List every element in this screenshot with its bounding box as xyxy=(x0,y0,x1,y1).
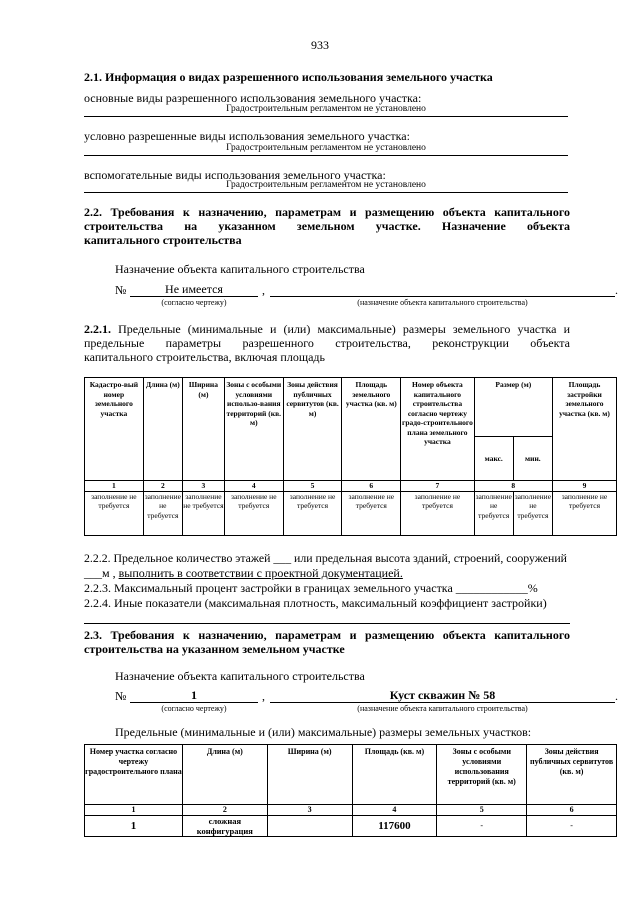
purpose-label-2-3: Назначение объекта капитального строительства xyxy=(115,669,365,683)
section-2-2-1-line-3: капитального строительства, включая площадь xyxy=(84,350,325,364)
plot-number-cell: 1 xyxy=(85,816,183,837)
dot-2-3: . xyxy=(615,689,618,703)
column-number: 8 xyxy=(474,481,552,492)
header-object-number: Номер объекта капитального строительства согласно чертежу градо-строительного плана земельного участка xyxy=(401,378,474,481)
plot-easement-cell: - xyxy=(527,816,617,837)
section-2-2-4: 2.2.4. Иные показатели (максимальная плотность, максимальный коэффициент застройки) xyxy=(84,596,547,610)
header-plot-area: Площадь земельного участка (кв. м) xyxy=(342,378,401,481)
header-cadastral-number: Кадастро-вый номер земельного участка xyxy=(85,378,144,481)
auxiliary-use-value: Градостроительным регламентом не установлено xyxy=(226,180,426,190)
header-area: Площадь (кв. м) xyxy=(352,745,437,805)
column-number: 5 xyxy=(283,481,342,492)
section-2-2-1-line-1: 2.2.1. Предельные (минимальные и (или) максимальные) размеры земельного участка и xyxy=(84,322,570,336)
main-use-line xyxy=(84,116,568,117)
section-2-3-heading-line-2: строительства на указанном земельном участке xyxy=(84,642,345,656)
table-cell: заполнение не требуется xyxy=(342,491,401,535)
plot-width-cell xyxy=(267,816,352,837)
caption-right-2-3: (назначение объекта капитального строительства) xyxy=(357,704,528,713)
column-number: 9 xyxy=(552,481,616,492)
caption-left-2-2: (согласно чертежу) xyxy=(161,298,227,307)
column-number: 4 xyxy=(224,481,283,492)
column-number: 4 xyxy=(352,805,437,816)
comma-2-3: , xyxy=(262,689,265,703)
section-2-2-4-line xyxy=(84,623,570,624)
column-number: 2 xyxy=(182,805,267,816)
section-2-2-1-line-2: предельные параметры разрешенного строительства, реконструкции объекта xyxy=(84,336,570,350)
table-cell: заполнение не требуется xyxy=(85,491,144,535)
plot-length-cell: сложная конфигурация xyxy=(182,816,267,837)
conditional-use-label: условно разрешенные виды использования земельного участка: xyxy=(84,129,410,143)
header-size: Размер (м) xyxy=(474,378,552,437)
caption-right-2-2: (назначение объекта капитального строительства) xyxy=(357,298,528,307)
height-note: выполнить в соответствии с проектной документацией. xyxy=(118,566,403,580)
comma-2-2: , xyxy=(262,283,265,297)
number-sign-2-2: № xyxy=(115,283,127,297)
page-number: 933 xyxy=(311,38,329,52)
plot-special-zones-cell: - xyxy=(437,816,527,837)
column-number: 1 xyxy=(85,481,144,492)
number-sign-2-3: № xyxy=(115,689,127,703)
main-use-value: Градостроительным регламентом не установлено xyxy=(226,104,426,114)
section-2-2-heading-line-3: капитального строительства xyxy=(84,233,242,247)
header-built-area: Площадь застройки земельного участка (кв. м) xyxy=(552,378,616,481)
auxiliary-use-line xyxy=(84,192,568,193)
number-value-2-3: 1 xyxy=(191,688,197,702)
header-size-max: макс. xyxy=(474,437,513,481)
section-2-2-heading-line-1: 2.2. Требования к назначению, параметрам и размещению объекта капитального xyxy=(84,205,570,219)
table-cell: заполнение не требуется xyxy=(513,491,552,535)
dot-2-2: . xyxy=(615,283,618,297)
caption-left-2-3: (согласно чертежу) xyxy=(161,704,227,713)
number-value-2-2: Не имеется xyxy=(165,282,223,296)
purpose-value-2-3: Куст скважин № 58 xyxy=(389,688,496,702)
table-cell: заполнение не требуется xyxy=(283,491,342,535)
column-number: 6 xyxy=(527,805,617,816)
column-number: 5 xyxy=(437,805,527,816)
column-number: 6 xyxy=(342,481,401,492)
table-cell: заполнение не требуется xyxy=(143,491,182,535)
column-number: 3 xyxy=(182,481,224,492)
column-number: 3 xyxy=(267,805,352,816)
header-size-min: мин. xyxy=(513,437,552,481)
table-cell: заполнение не требуется xyxy=(182,491,224,535)
header-length: Длина (м) xyxy=(143,378,182,481)
column-number: 7 xyxy=(401,481,474,492)
header-length: Длина (м) xyxy=(182,745,267,805)
section-2-3-heading-line-1: 2.3. Требования к назначению, параметрам и размещению объекта капитального xyxy=(84,628,570,642)
table-cell: заполнение не требуется xyxy=(552,491,616,535)
main-use-label: основные виды разрешенного использования земельного участка: xyxy=(84,91,422,105)
header-special-zones: Зоны с особыми условиями использования территорий (кв. м) xyxy=(437,745,527,805)
height-value: ___м , xyxy=(84,566,116,580)
plot-area-cell: 117600 xyxy=(352,816,437,837)
header-plot-number: Номер участка согласно чертежу градостроительного плана xyxy=(85,745,183,805)
auxiliary-use-label: вспомогательные виды использования земельного участка: xyxy=(84,168,386,182)
column-number: 1 xyxy=(85,805,183,816)
table-cell: заполнение не требуется xyxy=(224,491,283,535)
table-cell: заполнение не требуется xyxy=(474,491,513,535)
header-width: Ширина (м) xyxy=(267,745,352,805)
header-easement-zones: Зоны действия публичных сервитутов (кв. м) xyxy=(283,378,342,481)
parameters-table xyxy=(84,377,617,536)
plot-size-table xyxy=(84,744,617,837)
section-2-2-2-line-1: 2.2.2. Предельное количество этажей ___ или предельная высота зданий, строений, сооружений xyxy=(84,551,567,565)
section-2-2-3: 2.2.3. Максимальный процент застройки в границах земельного участка ____________% xyxy=(84,581,538,595)
purpose-label-2-2: Назначение объекта капитального строительства xyxy=(115,262,365,276)
limits-label: Предельные (минимальные и (или) максимальные) размеры земельных участков: xyxy=(115,725,532,739)
conditional-use-value: Градостроительным регламентом не установлено xyxy=(226,143,426,153)
header-width: Ширина (м) xyxy=(182,378,224,481)
table-cell: заполнение не требуется xyxy=(401,491,474,535)
header-special-zones: Зоны с особыми условиями использо-вания территорий (кв. м) xyxy=(224,378,283,481)
header-easement-zones: Зоны действия публичных сервитутов (кв. м) xyxy=(527,745,617,805)
section-2-2-heading-line-2: строительства на указанном земельном участке. Назначение объекта xyxy=(84,219,570,233)
conditional-use-line xyxy=(84,155,568,156)
section-2-2-2-line-2 xyxy=(84,566,403,581)
section-2-1-heading: 2.1. Информация о видах разрешенного использования земельного участка xyxy=(84,70,493,84)
column-number: 2 xyxy=(143,481,182,492)
purpose-line-2-2 xyxy=(270,296,615,297)
